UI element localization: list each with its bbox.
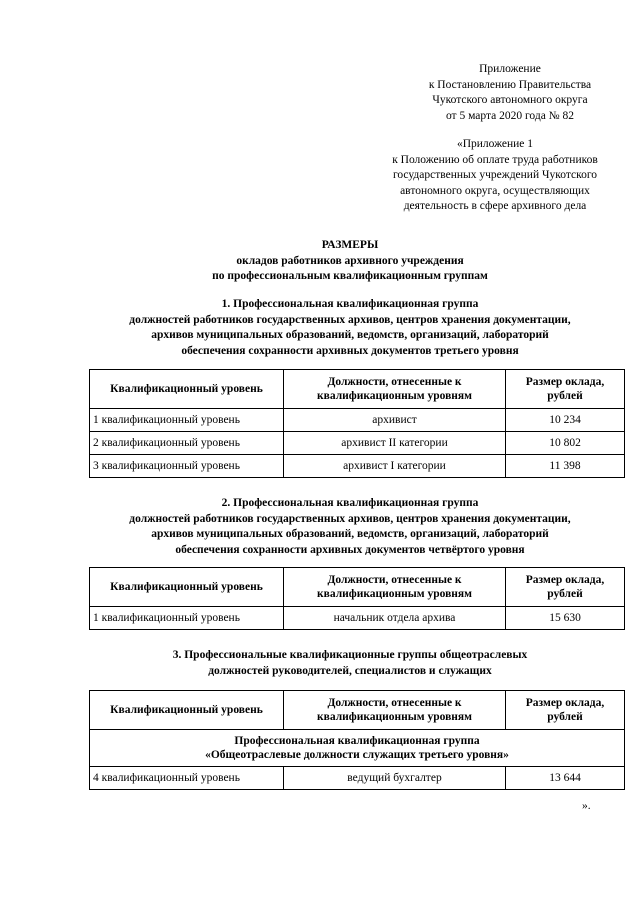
group-line: «Общеотраслевые должности служащих третьего уровня» bbox=[205, 749, 509, 761]
group-title bbox=[90, 730, 625, 767]
annex-line: Чукотского автономного округа bbox=[432, 94, 588, 106]
annex-line: к Постановлению Правительства bbox=[428, 78, 592, 91]
cell-position: архивист I категории bbox=[284, 455, 506, 478]
closing-quote: ». bbox=[582, 800, 591, 812]
column-header-positions: Должности, отнесенные к квалификационным уровням bbox=[284, 568, 506, 607]
table-row bbox=[90, 767, 625, 790]
heading-line: архивов муниципальных образований, ведомств, организаций, лабораторий bbox=[151, 329, 549, 341]
heading-line: должностей работников государственных архивов, центров хранения документации, bbox=[129, 512, 571, 525]
section2-heading bbox=[60, 496, 640, 558]
heading-line: должностей работников государственных архивов, центров хранения документации, bbox=[129, 313, 571, 326]
heading-line: 3. Профессиональные квалификационные группы общеотраслевых bbox=[172, 649, 528, 661]
heading-line: обеспечения сохранности архивных документов четвёртого уровня bbox=[175, 543, 525, 556]
column-header-salary: Размер оклада, рублей bbox=[506, 370, 625, 409]
heading-line: обеспечения сохранности архивных документов третьего уровня bbox=[181, 344, 519, 357]
cell-level: 2 квалификационный уровень bbox=[90, 432, 284, 455]
table-row bbox=[90, 409, 625, 432]
cell-position: архивист bbox=[284, 409, 506, 432]
sub-annex-line: автономного округа, осуществляющих bbox=[400, 184, 590, 197]
column-header-level: Квалификационный уровень bbox=[90, 568, 284, 607]
cell-salary: 15 630 bbox=[506, 607, 625, 630]
cell-position: начальник отдела архива bbox=[284, 607, 506, 630]
heading-line: 2. Профессиональная квалификационная группа bbox=[221, 497, 479, 509]
sub-annex-line: деятельность в сфере архивного дела bbox=[403, 200, 587, 212]
heading-line: должностей руководителей, специалистов и служащих bbox=[208, 664, 492, 677]
column-header-positions: Должности, отнесенные к квалификационным уровням bbox=[284, 370, 506, 409]
section1-table bbox=[89, 369, 625, 478]
table-header-row bbox=[90, 370, 625, 409]
section3-table bbox=[89, 690, 625, 790]
column-header-level: Квалификационный уровень bbox=[90, 370, 284, 409]
sub-annex-reference bbox=[360, 137, 630, 215]
heading-line: 1. Профессиональная квалификационная группа bbox=[221, 298, 479, 310]
heading-line: архивов муниципальных образований, ведомств, организаций, лабораторий bbox=[151, 528, 549, 540]
column-header-salary: Размер оклада, рублей bbox=[506, 691, 625, 730]
annex-reference bbox=[400, 62, 620, 124]
title-line: по профессиональным квалификационным группам bbox=[212, 270, 488, 282]
group-row bbox=[90, 730, 625, 767]
table-header-row bbox=[90, 568, 625, 607]
section1-heading bbox=[60, 297, 640, 359]
sub-annex-line: «Приложение 1 bbox=[456, 138, 534, 150]
table-header-row bbox=[90, 691, 625, 730]
title-main: РАЗМЕРЫ bbox=[321, 239, 379, 251]
title-line: окладов работников архивного учреждения bbox=[236, 254, 464, 267]
cell-salary: 10 234 bbox=[506, 409, 625, 432]
column-header-level: Квалификационный уровень bbox=[90, 691, 284, 730]
sub-annex-line: к Положению об оплате труда работников bbox=[392, 153, 598, 166]
table-row bbox=[90, 432, 625, 455]
cell-salary: 13 644 bbox=[506, 767, 625, 790]
cell-level: 4 квалификационный уровень bbox=[90, 767, 284, 790]
annex-line: от 5 марта 2020 года № 82 bbox=[445, 109, 575, 122]
section2-table bbox=[89, 567, 625, 630]
cell-position: ведущий бухгалтер bbox=[284, 767, 506, 790]
cell-level: 3 квалификационный уровень bbox=[90, 455, 284, 478]
document-title bbox=[60, 238, 640, 285]
table-row bbox=[90, 607, 625, 630]
column-header-salary: Размер оклада, рублей bbox=[506, 568, 625, 607]
table-row bbox=[90, 455, 625, 478]
annex-line: Приложение bbox=[479, 63, 541, 75]
group-line: Профессиональная квалификационная группа bbox=[234, 735, 480, 747]
cell-salary: 11 398 bbox=[506, 455, 625, 478]
sub-annex-line: государственных учреждений Чукотского bbox=[392, 169, 598, 181]
cell-level: 1 квалификационный уровень bbox=[90, 409, 284, 432]
cell-salary: 10 802 bbox=[506, 432, 625, 455]
section3-heading bbox=[60, 648, 640, 679]
column-header-positions: Должности, отнесенные к квалификационным уровням bbox=[284, 691, 506, 730]
cell-position: архивист II категории bbox=[284, 432, 506, 455]
cell-level: 1 квалификационный уровень bbox=[90, 607, 284, 630]
